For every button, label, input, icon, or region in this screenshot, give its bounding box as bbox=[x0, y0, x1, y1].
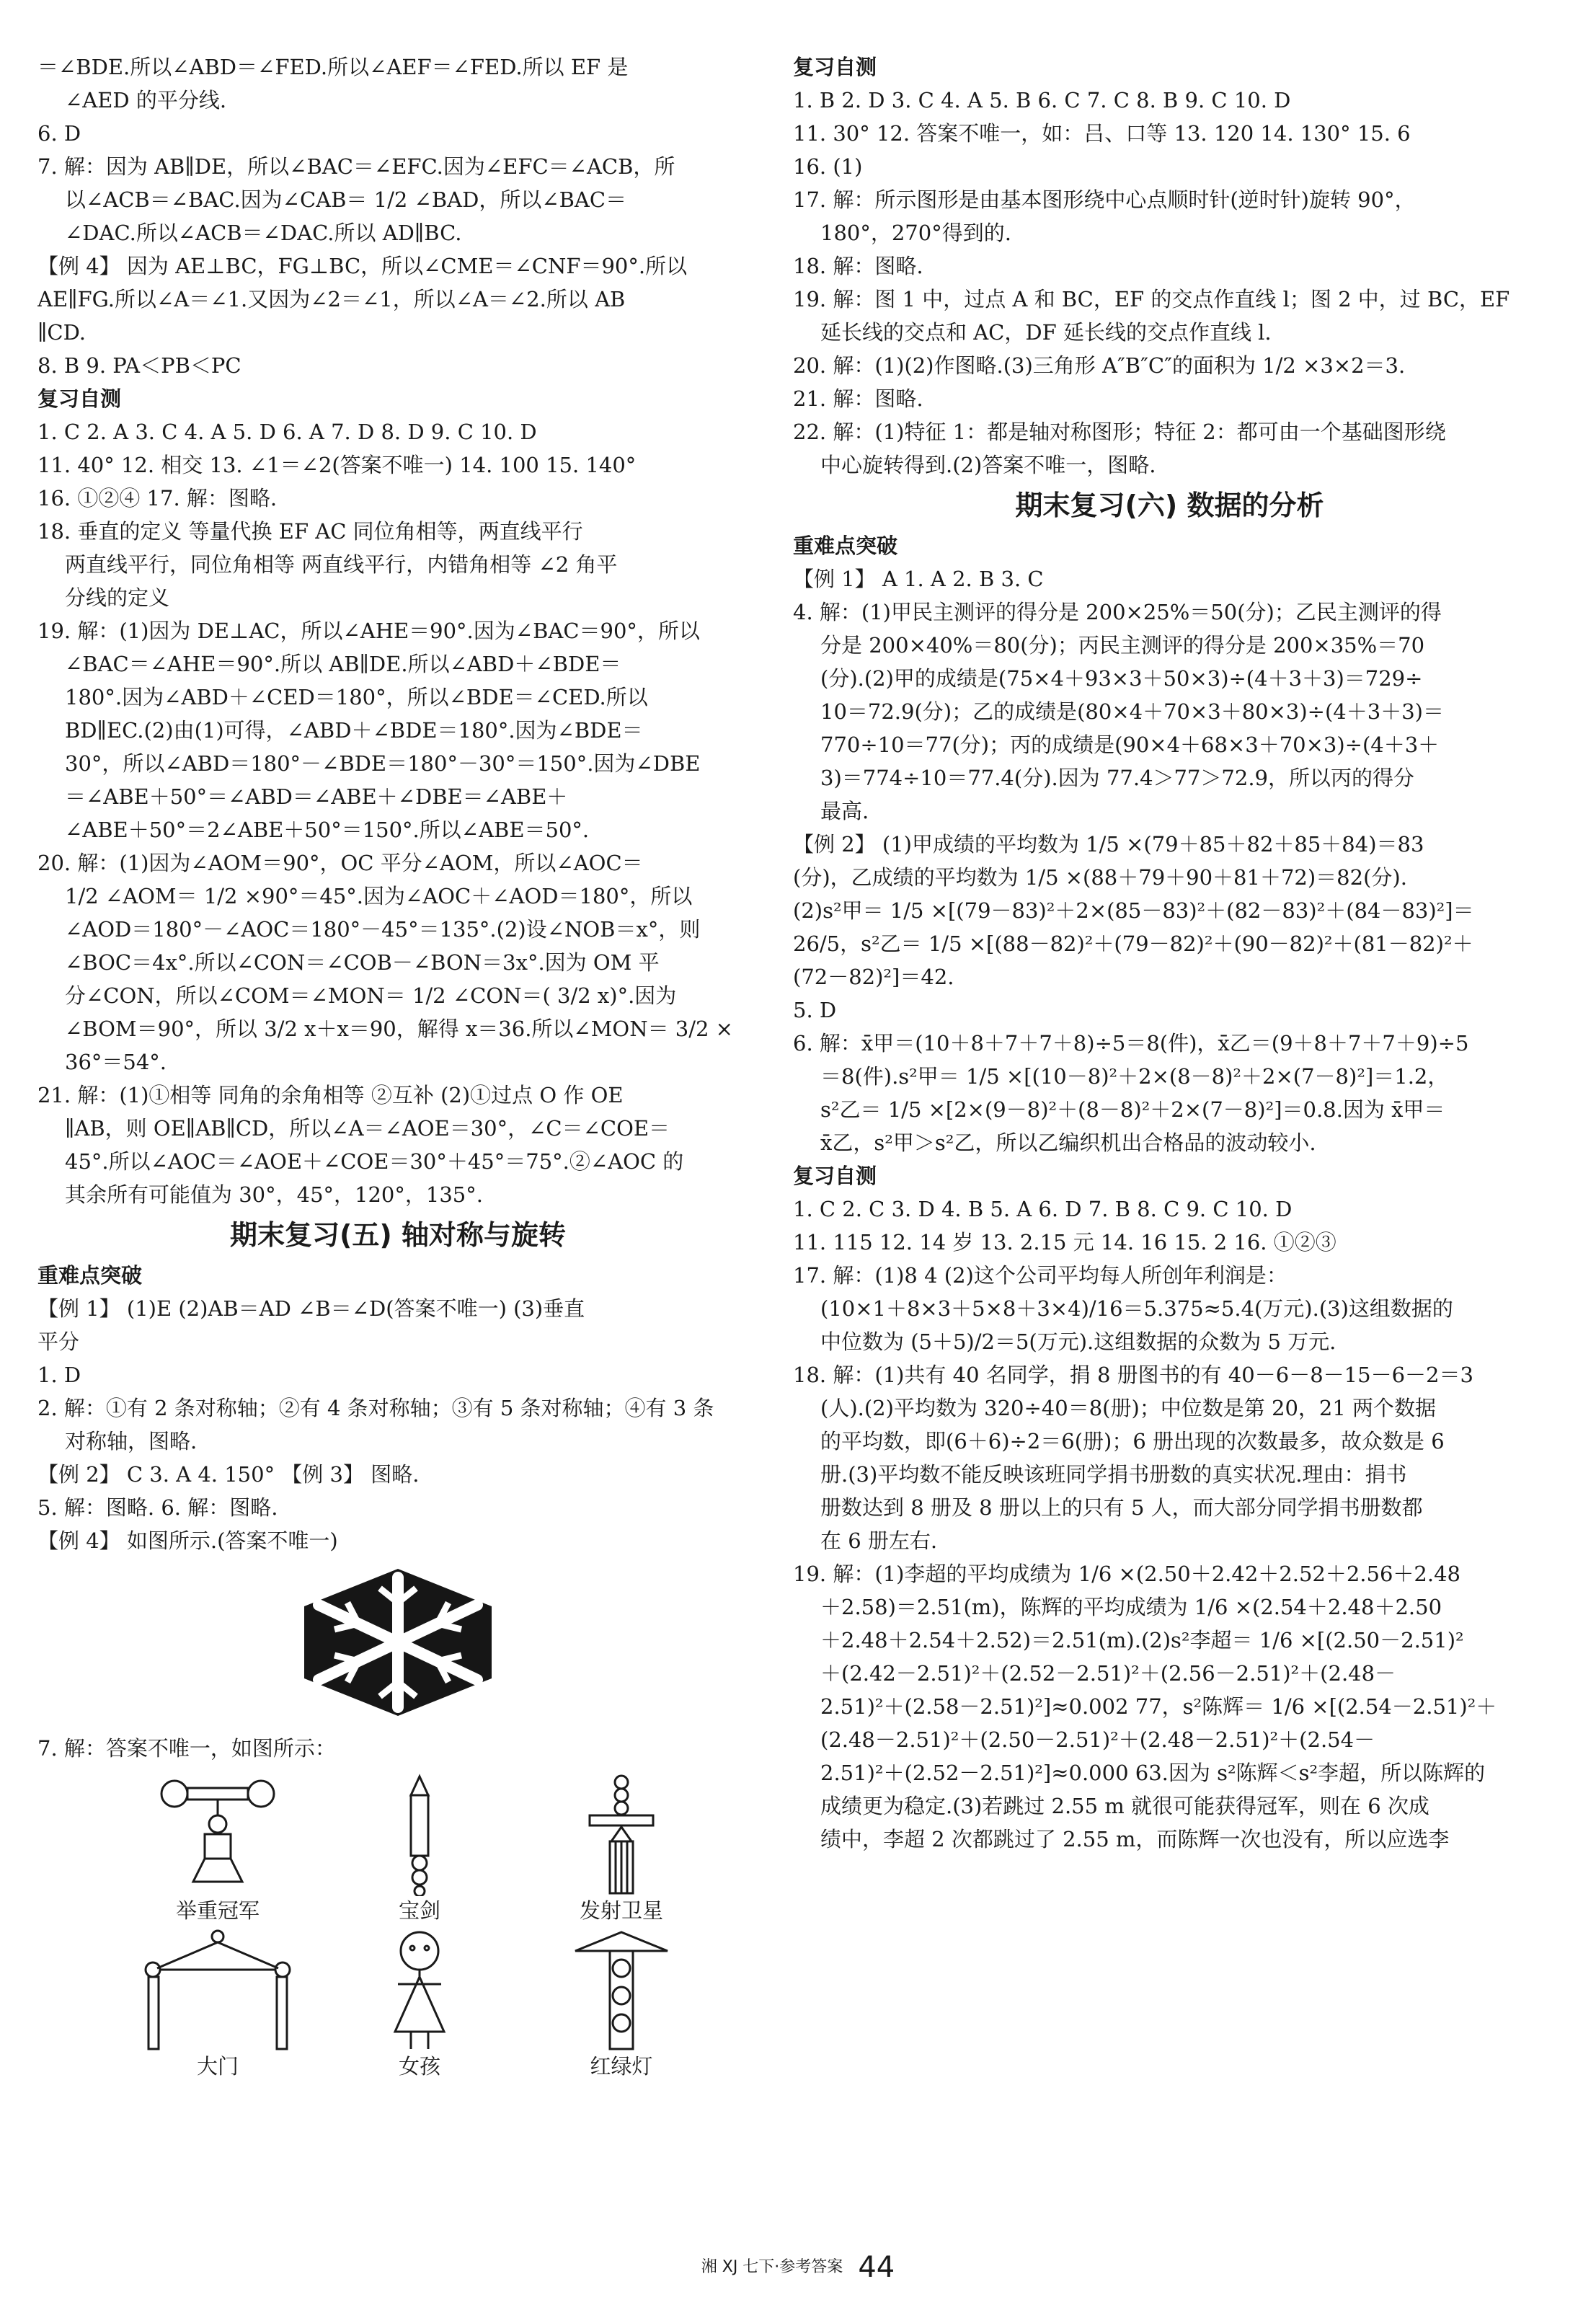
answer-line: 180°.因为∠ABD＋∠CED＝180°，所以∠BDE＝∠CED.所以 bbox=[65, 685, 648, 709]
answer-line: 的平均数，即(6＋6)÷2＝6(册)；6 册出现的次数最多，故众数是 6 bbox=[820, 1429, 1445, 1453]
answer-line: 11. 40° 12. 相交 13. ∠1＝∠2(答案不唯一) 14. 100 15. 140° bbox=[37, 453, 637, 477]
answer-line: ＋2.58)＝2.51(m)，陈辉的平均成绩为 1/6 ×(2.54＋2.48＋2.50 bbox=[820, 1595, 1442, 1619]
answer-line: 【例 2】 (1)甲成绩的平均数为 1/5 ×(79＋85＋82＋85＋84)＝83 bbox=[793, 832, 1424, 857]
answer-line: 180°，270°得到的. bbox=[820, 221, 1011, 245]
figure-caption: 举重冠军 bbox=[175, 1898, 260, 1923]
figure-caption: 宝剑 bbox=[398, 1898, 440, 1923]
girl-drawing bbox=[347, 1929, 492, 2052]
right-column bbox=[793, 50, 1546, 1856]
answer-line: 【例 4】 如图所示.(答案不唯一) bbox=[37, 1528, 338, 1553]
answer-line: 2.51)²＋(2.58－2.51)²]≈0.002 77，s²陈辉＝ 1/6 ×[(2.54－2.51)²＋ bbox=[820, 1694, 1497, 1719]
answer-line: ∥CD. bbox=[37, 320, 87, 345]
answer-line: ＝8(件).s²甲＝ 1/5 ×[(10－8)²＋2×(8－8)²＋2×(7－8)²]＝1.2， bbox=[820, 1064, 1449, 1089]
sword-drawing bbox=[347, 1774, 492, 1896]
answer-line: 分是 200×40%＝80(分)；丙民主测评的得分是 200×35%＝70 bbox=[820, 633, 1425, 658]
section-heading: 重难点突破 bbox=[37, 1263, 143, 1288]
answer-line: 【例 1】 A 1. A 2. B 3. C bbox=[793, 567, 1044, 591]
figure-caption: 大门 bbox=[196, 2054, 239, 2079]
answer-line: 7. 解：因为 AB∥DE，所以∠BAC＝∠EFC.因为∠EFC＝∠ACB，所 bbox=[37, 154, 675, 179]
answer-line: 26/5，s²乙＝ 1/5 ×[(88－82)²＋(79－82)²＋(90－82)²＋(81－82)²＋ bbox=[793, 931, 1473, 956]
answer-line: 成绩更为稳定.(3)若跳过 2.55 m 就很可能获得冠军，则在 6 次成 bbox=[820, 1794, 1429, 1818]
page-footer bbox=[0, 2251, 1596, 2284]
answer-line: 45°.所以∠AOC＝∠AOE＋∠COE＝30°＋45°＝75°.②∠AOC 的 bbox=[65, 1149, 684, 1174]
answer-line: 两直线平行，同位角相等 两直线平行，内错角相等 ∠2 角平 bbox=[65, 552, 618, 577]
answer-line: 6. D bbox=[37, 121, 81, 146]
answer-line: 22. 解：(1)特征 1：都是轴对称图形；特征 2：都可由一个基础图形绕 bbox=[793, 420, 1446, 444]
answer-line: 17. 解：(1)8 4 (2)这个公司平均每人所创年利润是： bbox=[793, 1263, 1287, 1288]
answer-line: 18. 垂直的定义 等量代换 EF AC 同位角相等，两直线平行 bbox=[37, 519, 583, 544]
answer-line: 中心旋转得到.(2)答案不唯一，图略. bbox=[820, 453, 1156, 477]
answer-line: (72－82)²]＝42. bbox=[793, 965, 954, 989]
answer-line: (2.48－2.51)²＋(2.50－2.51)²＋(2.48－2.51)²＋(2.54－ bbox=[820, 1727, 1375, 1752]
section-heading: 复习自测 bbox=[793, 1164, 877, 1188]
section-heading: 重难点突破 bbox=[793, 534, 898, 558]
answer-line: 在 6 册左右. bbox=[820, 1528, 938, 1553]
answer-line: (2)s²甲＝ 1/5 ×[(79－83)²＋2×(85－83)²＋(82－83)²＋(84－83)²]＝ bbox=[793, 898, 1474, 923]
answer-line: ＝∠BDE.所以∠ABD＝∠FED.所以∠AEF＝∠FED.所以 EF 是 bbox=[37, 55, 629, 79]
answer-line: 4. 解：(1)甲民主测评的得分是 200×25%＝50(分)；乙民主测评的得 bbox=[793, 600, 1442, 624]
answer-line: 18. 解：图略. bbox=[793, 254, 923, 278]
answer-line: 1. B 2. D 3. C 4. A 5. B 6. C 7. C 8. B 9. C 10. D bbox=[793, 88, 1291, 112]
left-answer-lines bbox=[37, 50, 758, 1557]
answer-line: ∠DAC.所以∠ACB＝∠DAC.所以 AD∥BC. bbox=[65, 221, 462, 245]
left-column bbox=[37, 50, 758, 2081]
answer-line: (分).(2)甲的成绩是(75×4＋93×3＋50×3)÷(4＋3＋3)＝729÷ bbox=[820, 666, 1423, 691]
answer-line: 延长线的交点和 AC，DF 延长线的交点作直线 l. bbox=[820, 320, 1272, 345]
answer-line: ∠ABE＋50°＝2∠ABE＋50°＝150°.所以∠ABE＝50°. bbox=[65, 818, 590, 842]
answer-line: BD∥EC.(2)由(1)可得，∠ABD＋∠BDE＝180°.因为∠BDE＝ bbox=[65, 718, 643, 743]
answer-line: 19. 解：(1)因为 DE⊥AC，所以∠AHE＝90°.因为∠BAC＝90°，所以 bbox=[37, 619, 700, 643]
q7-symmetry-line: 7. 解：答案不唯一，如图所示： bbox=[37, 1736, 336, 1761]
figure-satellite-launch bbox=[528, 1774, 715, 1925]
section-heading: 复习自测 bbox=[37, 386, 122, 411]
answer-line: 11. 115 12. 14 岁 13. 2.15 元 14. 16 15. 2 16. ①②③ bbox=[793, 1230, 1336, 1254]
answer-line: (分)，乙成绩的平均数为 1/5 ×(88＋79＋90＋81＋72)＝82(分). bbox=[793, 865, 1407, 890]
answer-line: 以∠ACB＝∠BAC.因为∠CAB＝ 1/2 ∠BAD，所以∠BAC＝ bbox=[65, 187, 627, 212]
answer-line: ＝∠ABE＋50°＝∠ABD＝∠ABE＋∠DBE＝∠ABE＋ bbox=[65, 784, 568, 809]
answer-line: ∠BOC＝4x°.所以∠CON＝∠COB－∠BON＝3x°.因为 OM 平 bbox=[65, 950, 660, 975]
answer-line: 1/2 ∠AOM＝ 1/2 ×90°＝45°.因为∠AOC＋∠AOD＝180°，所以 bbox=[65, 884, 693, 908]
answer-line: 对称轴，图略. bbox=[65, 1429, 198, 1453]
answer-line: 分∠CON，所以∠COM＝∠MON＝ 1/2 ∠CON＝( 3/2 x)°.因为 bbox=[65, 983, 677, 1008]
figure-gate bbox=[124, 1929, 311, 2081]
answer-line: ∠BAC＝∠AHE＝90°.所以 AB∥DE.所以∠ABD＋∠BDE＝ bbox=[65, 652, 621, 676]
symmetry-figures bbox=[124, 1774, 758, 2081]
section-heading: 复习自测 bbox=[793, 55, 877, 79]
answer-line: ∠AOD＝180°－∠AOC＝180°－45°＝135°.(2)设∠NOB＝x°，则 bbox=[65, 917, 701, 942]
answer-line: 3)＝774÷10＝77.4(分).因为 77.4＞77＞72.9，所以丙的得分 bbox=[820, 766, 1414, 790]
answer-line: 30°，所以∠ABD＝180°－∠BDE＝180°－30°＝150°.因为∠DBE bbox=[65, 751, 701, 776]
answer-line: ∠BOM＝90°，所以 3/2 x＋x＝90，解得 x＝36.所以∠MON＝ 3/2 × bbox=[65, 1017, 733, 1041]
answer-line: 最高. bbox=[820, 799, 869, 823]
answer-line: 5. 解：图略. 6. 解：图略. bbox=[37, 1495, 278, 1520]
answer-line: 平分 bbox=[37, 1329, 80, 1354]
answer-line: x̄乙，s²甲＞s²乙，所以乙编织机出合格品的波动较小. bbox=[820, 1130, 1316, 1155]
answer-line: 17. 解：所示图形是由基本图形绕中心点顺时针(逆时针)旋转 90°， bbox=[793, 187, 1416, 212]
answer-line: 绩中，李超 2 次都跳过了 2.55 m，而陈辉一次也没有，所以应选李 bbox=[820, 1827, 1450, 1851]
snowflake-figure bbox=[290, 1563, 506, 1722]
answer-line: 【例 4】 因为 AE⊥BC，FG⊥BC，所以∠CME＝∠CNF＝90°.所以 bbox=[37, 254, 688, 278]
answer-line: 1. D bbox=[37, 1363, 81, 1387]
answer-line: ＋(2.42－2.51)²＋(2.52－2.51)²＋(2.56－2.51)²＋(2.48－ bbox=[820, 1661, 1396, 1686]
answer-line: 2.51)²＋(2.52－2.51)²]≈0.000 63.因为 s²陈辉＜s²李超，所以陈辉的 bbox=[820, 1761, 1486, 1785]
page-number: 44 bbox=[858, 2251, 895, 2284]
answer-line: 中位数为 (5＋5)/2＝5(万元).这组数据的众数为 5 万元. bbox=[820, 1329, 1336, 1354]
answer-line: 1. C 2. A 3. C 4. A 5. D 6. A 7. D 8. D 9. C 10. D bbox=[37, 420, 537, 444]
answer-line: 10＝72.9(分)；乙的成绩是(80×4＋70×3＋80×3)÷(4＋3＋3)＝ bbox=[820, 699, 1444, 724]
answer-line: ∠AED 的平分线. bbox=[65, 88, 227, 112]
figure-sword bbox=[326, 1774, 513, 1925]
traffic-light-drawing bbox=[549, 1929, 693, 2052]
answer-line: AE∥FG.所以∠A＝∠1.又因为∠2＝∠1，所以∠A＝∠2.所以 AB bbox=[37, 287, 626, 311]
answer-line: 8. B 9. PA＜PB＜PC bbox=[37, 353, 241, 378]
answer-line: 770÷10＝77(分)；丙的成绩是(90×4＋68×3＋70×3)÷(4＋3＋ bbox=[820, 733, 1440, 757]
answer-line: 【例 2】 C 3. A 4. 150° 【例 3】 图略. bbox=[37, 1462, 420, 1487]
answer-line: 19. 解：(1)李超的平均成绩为 1/6 ×(2.50＋2.42＋2.52＋2.56＋2.48 bbox=[793, 1562, 1460, 1586]
figure-caption: 女孩 bbox=[398, 2054, 440, 2079]
answer-line: 21. 解：图略. bbox=[793, 386, 923, 411]
right-answer-lines bbox=[793, 50, 1546, 1856]
figure-caption: 发射卫星 bbox=[579, 1898, 663, 1923]
answer-line: ＋2.48＋2.54＋2.52)＝2.51(m).(2)s²李超＝ 1/6 ×[(2.50－2.51)² bbox=[820, 1628, 1464, 1652]
figure-traffic-light bbox=[528, 1929, 715, 2081]
satellite-launch-drawing bbox=[549, 1774, 693, 1896]
figure-caption: 红绿灯 bbox=[590, 2054, 653, 2079]
answer-line: s²乙＝ 1/5 ×[2×(9－8)²＋(8－8)²＋2×(7－8)²]＝0.8.因为 x̄甲＝ bbox=[820, 1097, 1445, 1122]
chapter-title: 期末复习(六) 数据的分析 bbox=[1015, 490, 1324, 521]
answer-line: 16. (1) bbox=[793, 154, 863, 179]
answer-line: 11. 30° 12. 答案不唯一，如：吕、口等 13. 120 14. 130° 15. 6 bbox=[793, 121, 1411, 146]
answer-line: 1. C 2. C 3. D 4. B 5. A 6. D 7. B 8. C 9. C 10. D bbox=[793, 1197, 1293, 1221]
answer-line: 19. 解：图 1 中，过点 A 和 BC，EF 的交点作直线 l；图 2 中，过 BC，EF bbox=[793, 287, 1510, 311]
answer-line: 20. 解：(1)因为∠AOM＝90°，OC 平分∠AOM，所以∠AOC＝ bbox=[37, 851, 643, 875]
answer-line: 20. 解：(1)(2)作图略.(3)三角形 A″B″C″的面积为 1/2 ×3×2＝3. bbox=[793, 353, 1406, 378]
figure-girl bbox=[326, 1929, 513, 2081]
answer-line: (10×1＋8×3＋5×8＋3×4)/16＝5.375≈5.4(万元).(3)这组数据的 bbox=[820, 1296, 1453, 1321]
chapter-title: 期末复习(五) 轴对称与旋转 bbox=[230, 1219, 566, 1251]
answer-line: 6. 解：x̄甲＝(10＋8＋7＋7＋8)÷5＝8(件)，x̄乙＝(9＋8＋7＋7＋9)÷5 bbox=[793, 1031, 1469, 1055]
answer-line: 册.(3)平均数不能反映该班同学捐书册数的真实状况.理由：捐书 bbox=[820, 1462, 1407, 1487]
footer-label: 湘 XJ 七下·参考答案 bbox=[701, 2258, 843, 2276]
answer-line: 【例 1】 (1)E (2)AB＝AD ∠B＝∠D(答案不唯一) (3)垂直 bbox=[37, 1296, 585, 1321]
answer-line: 18. 解：(1)共有 40 名同学，捐 8 册图书的有 40－6－8－15－6－2＝3 bbox=[793, 1363, 1473, 1387]
answer-line: 36°＝54°. bbox=[65, 1050, 167, 1074]
weightlifter-drawing bbox=[146, 1774, 290, 1896]
answer-line: 2. 解：①有 2 条对称轴；②有 4 条对称轴；③有 5 条对称轴；④有 3 条 bbox=[37, 1396, 714, 1420]
answer-line: 册数达到 8 册及 8 册以上的只有 5 人，而大部分同学捐书册数都 bbox=[820, 1495, 1423, 1520]
gate-drawing bbox=[138, 1929, 297, 2052]
answer-line: 21. 解：(1)①相等 同角的余角相等 ②互补 (2)①过点 O 作 OE bbox=[37, 1083, 624, 1107]
answer-line: 16. ①②④ 17. 解：图略. bbox=[37, 486, 278, 510]
answer-line: 分线的定义 bbox=[65, 585, 170, 610]
answer-line: (人).(2)平均数为 320÷40＝8(册)；中位数是第 20，21 两个数据 bbox=[820, 1396, 1437, 1420]
answer-line: 5. D bbox=[793, 998, 837, 1022]
answer-line: ∥AB，则 OE∥AB∥CD，所以∠A＝∠AOE＝30°，∠C＝∠COE＝ bbox=[65, 1116, 670, 1141]
answer-line: 其余所有可能值为 30°，45°，120°，135°. bbox=[65, 1182, 483, 1207]
figure-weightlifter bbox=[124, 1774, 311, 1925]
